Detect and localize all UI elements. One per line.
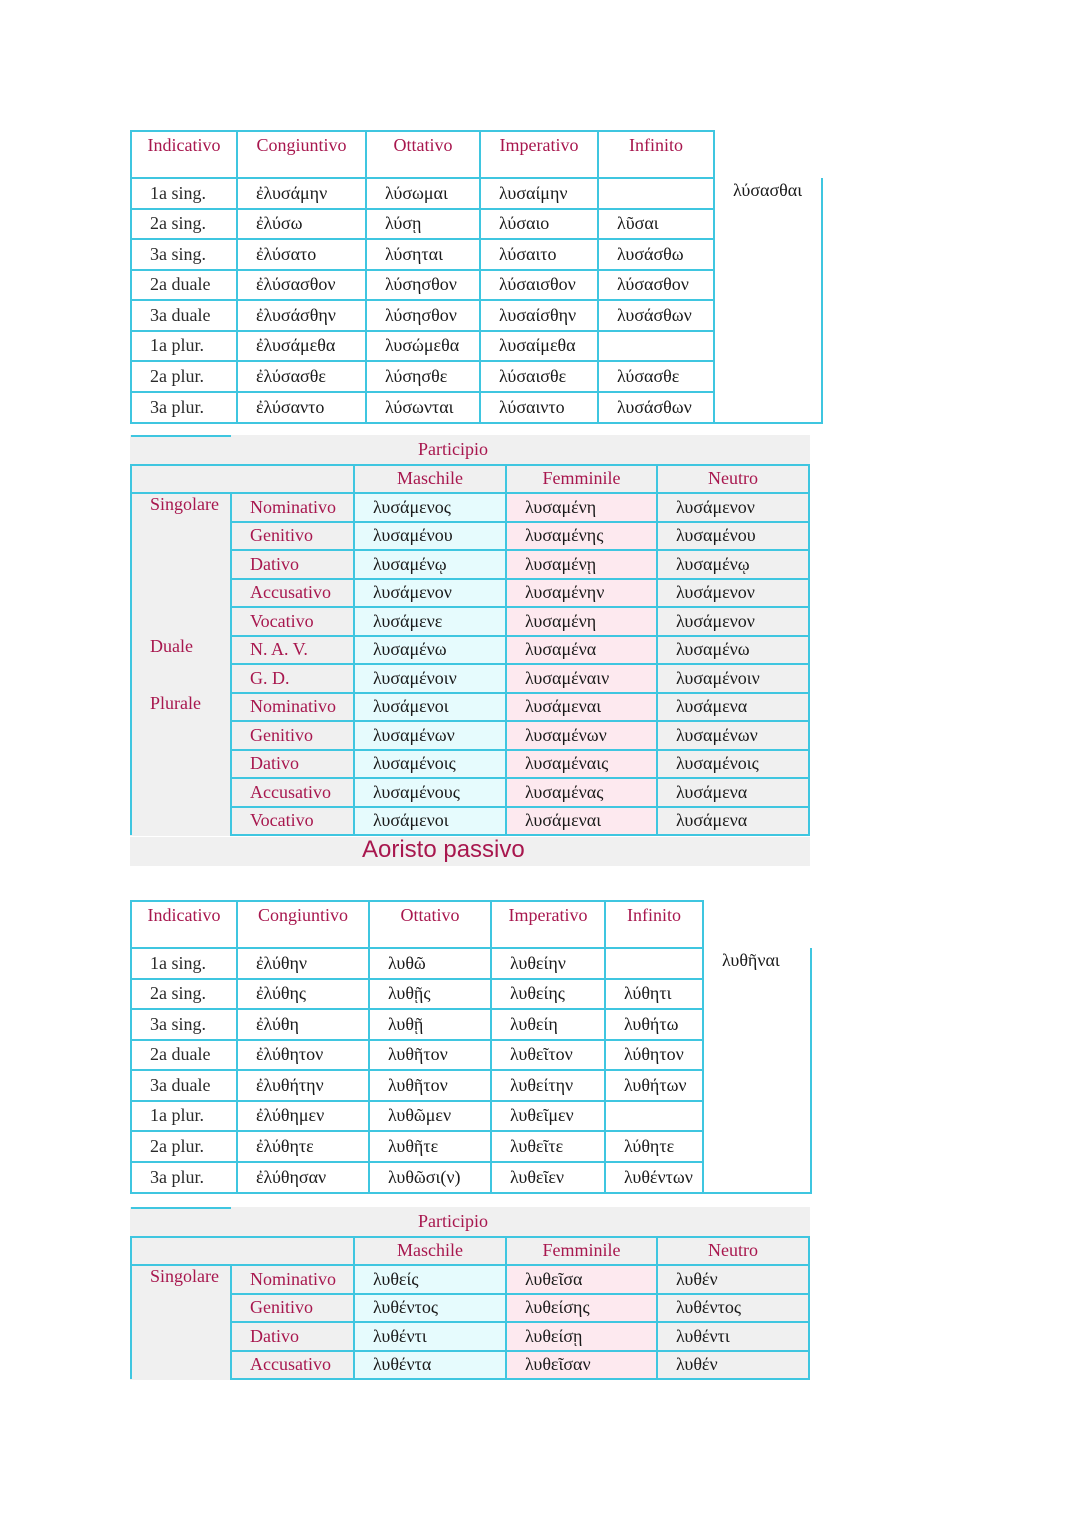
- feminine-form: λυσάμεναι: [506, 693, 657, 722]
- feminine-form: λυσαμένας: [506, 778, 657, 807]
- indicativo-cell: ἐλύσαντο: [237, 392, 366, 424]
- table-row: [131, 750, 809, 779]
- feminine-form: λυθεῖσαν: [506, 1351, 657, 1380]
- person-label: 2a duale: [131, 1040, 237, 1071]
- congiuntivo-cell: λύσηται: [366, 239, 480, 270]
- case-label: Accusativo: [231, 579, 354, 608]
- ottativo-cell: λυθεῖμεν: [491, 1101, 605, 1132]
- imperativo-cell: λύσασθε: [598, 361, 714, 392]
- table-row: [131, 178, 822, 209]
- congiuntivo-cell: λυθῆτε: [369, 1131, 491, 1162]
- ottativo-cell: λυθείη: [491, 1009, 605, 1040]
- infinitive-cell-empty: [714, 300, 822, 331]
- masculine-form: λυθέντος: [354, 1294, 506, 1323]
- infinitive-cell: λύσασθαι: [714, 178, 822, 209]
- table-row: [131, 664, 809, 693]
- table-row: [131, 1322, 809, 1351]
- imperativo-cell: λυθέντων: [605, 1162, 703, 1194]
- indicativo-cell: ἐλύθητε: [237, 1131, 369, 1162]
- person-label: 1a plur.: [131, 1101, 237, 1132]
- congiuntivo-cell: λυσώμεθα: [366, 331, 480, 362]
- infinitive-cell-empty: [714, 239, 822, 270]
- ottativo-cell: λύσαιντο: [480, 392, 598, 424]
- table-row: [131, 579, 809, 608]
- case-label: Nominativo: [231, 693, 354, 722]
- participle-title: Participio: [418, 439, 488, 460]
- congiuntivo-cell: λύσῃ: [366, 209, 480, 240]
- masculine-form: λυσάμενε: [354, 607, 506, 636]
- table-row: [131, 948, 811, 979]
- indicativo-cell: ἐλυσάμην: [237, 178, 366, 209]
- feminine-form: λυσαμένων: [506, 721, 657, 750]
- aorist-passive-table: [130, 900, 812, 1194]
- ottativo-cell: λυθείης: [491, 979, 605, 1010]
- indicativo-cell: ἐλυσάσθην: [237, 300, 366, 331]
- neuter-form: λυσάμενα: [657, 807, 809, 836]
- middle-participle-table: [130, 435, 810, 836]
- indicativo-cell: ἐλυσάμεθα: [237, 331, 366, 362]
- indicativo-cell: ἐλυθήτην: [237, 1070, 369, 1101]
- imperativo-cell: [598, 178, 714, 209]
- infinitive-cell-empty: [703, 1162, 811, 1194]
- case-label: Genitivo: [231, 721, 354, 750]
- masculine-form: λυσαμένοις: [354, 750, 506, 779]
- table-row: [131, 209, 822, 240]
- infinitive-cell-empty: [714, 209, 822, 240]
- case-label: Dativo: [231, 750, 354, 779]
- case-label: N. A. V.: [231, 636, 354, 665]
- infinitive-cell-empty: [714, 392, 822, 424]
- header-infinito: Infinito: [598, 131, 714, 178]
- table-row: [131, 607, 809, 636]
- congiuntivo-cell: λύσωνται: [366, 392, 480, 424]
- case-label: Dativo: [231, 550, 354, 579]
- table-row: [131, 807, 809, 836]
- neuter-form: λυθέν: [657, 1351, 809, 1380]
- table-row: [131, 721, 809, 750]
- passive-participle-table: [130, 1207, 810, 1380]
- feminine-form: λυσάμεναι: [506, 807, 657, 836]
- indicativo-cell: ἐλύθητον: [237, 1040, 369, 1071]
- masculine-form: λυσάμενον: [354, 579, 506, 608]
- indicativo-cell: ἐλύσασθε: [237, 361, 366, 392]
- case-label: G. D.: [231, 664, 354, 693]
- ottativo-cell: λύσαισθε: [480, 361, 598, 392]
- header-spacer: [714, 131, 822, 178]
- number-label-dual: Duale: [131, 636, 231, 693]
- imperativo-cell: [598, 331, 714, 362]
- ottativo-cell: λυθεῖεν: [491, 1162, 605, 1194]
- person-label: 2a duale: [131, 270, 237, 301]
- header-infinito: Infinito: [605, 901, 703, 948]
- masculine-form: λυσάμενοι: [354, 693, 506, 722]
- person-label: 2a sing.: [131, 979, 237, 1010]
- ottativo-cell: λυθείτην: [491, 1070, 605, 1101]
- case-label: Nominativo: [231, 493, 354, 522]
- feminine-form: λυθείσης: [506, 1294, 657, 1323]
- indicativo-cell: ἐλύθη: [237, 1009, 369, 1040]
- congiuntivo-cell: λύσησθε: [366, 361, 480, 392]
- case-label: Nominativo: [231, 1265, 354, 1294]
- header-congiuntivo: Congiuntivo: [237, 131, 366, 178]
- ottativo-cell: λύσαιτο: [480, 239, 598, 270]
- header-congiuntivo: Congiuntivo: [237, 901, 369, 948]
- neuter-form: λυσάμενον: [657, 579, 809, 608]
- aorist-middle-table: [130, 130, 823, 424]
- neuter-form: λυσαμένοις: [657, 750, 809, 779]
- table-row: [131, 392, 822, 424]
- infinitive-cell: λυθῆναι: [703, 948, 811, 979]
- masculine-form: λυσαμένους: [354, 778, 506, 807]
- section-title: Aoristo passivo: [362, 836, 525, 863]
- imperativo-cell: λυσάσθω: [598, 239, 714, 270]
- indicativo-cell: ἐλύσω: [237, 209, 366, 240]
- indicativo-cell: ἐλύθημεν: [237, 1101, 369, 1132]
- neuter-form: λυθέν: [657, 1265, 809, 1294]
- feminine-form: λυθείσῃ: [506, 1322, 657, 1351]
- masculine-form: λυθείς: [354, 1265, 506, 1294]
- participle-title: Participio: [418, 1211, 488, 1232]
- ottativo-cell: λυθεῖτε: [491, 1131, 605, 1162]
- imperativo-cell: λῦσαι: [598, 209, 714, 240]
- masculine-form: λυσαμένων: [354, 721, 506, 750]
- ottativo-cell: λυθεῖτον: [491, 1040, 605, 1071]
- feminine-form: λυσαμένῃ: [506, 550, 657, 579]
- indicativo-cell: ἐλύσασθον: [237, 270, 366, 301]
- neuter-form: λυσάμενον: [657, 607, 809, 636]
- indicativo-cell: ἐλύθης: [237, 979, 369, 1010]
- indicativo-cell: ἐλύθησαν: [237, 1162, 369, 1194]
- table-row: [131, 331, 822, 362]
- case-label: Dativo: [231, 1322, 354, 1351]
- ottativo-cell: λυσαίμεθα: [480, 331, 598, 362]
- table-row: [131, 979, 811, 1010]
- person-label: 2a plur.: [131, 361, 237, 392]
- table-row: [131, 550, 809, 579]
- imperativo-cell: λυσάσθων: [598, 300, 714, 331]
- infinitive-cell-empty: [703, 1131, 811, 1162]
- imperativo-cell: λυθήτω: [605, 1009, 703, 1040]
- person-label: 3a duale: [131, 300, 237, 331]
- gender-header-row: [131, 465, 809, 494]
- congiuntivo-cell: λυθῆτον: [369, 1070, 491, 1101]
- table-row: [131, 1131, 811, 1162]
- imperativo-cell: λύθητον: [605, 1040, 703, 1071]
- feminine-form: λυσαμένης: [506, 522, 657, 551]
- number-label-plur: Plurale: [131, 693, 231, 836]
- table-row: [131, 1265, 809, 1294]
- infinitive-cell-empty: [714, 331, 822, 362]
- person-label: 1a sing.: [131, 178, 237, 209]
- ottativo-cell: λυσαίσθην: [480, 300, 598, 331]
- congiuntivo-cell: λυθῇς: [369, 979, 491, 1010]
- congiuntivo-cell: λυθῶσι(ν): [369, 1162, 491, 1194]
- person-label: 3a duale: [131, 1070, 237, 1101]
- table-row: [131, 636, 809, 665]
- case-label: Genitivo: [231, 522, 354, 551]
- feminine-form: λυσαμένα: [506, 636, 657, 665]
- header-indicativo: Indicativo: [131, 131, 237, 178]
- congiuntivo-cell: λύσησθον: [366, 300, 480, 331]
- imperativo-cell: λύθητι: [605, 979, 703, 1010]
- table-row: [131, 778, 809, 807]
- table-row: [131, 693, 809, 722]
- table-row: [131, 239, 822, 270]
- infinitive-cell-empty: [703, 1009, 811, 1040]
- feminine-form: λυσαμένην: [506, 579, 657, 608]
- congiuntivo-cell: λυθῇ: [369, 1009, 491, 1040]
- header-maschile: Maschile: [354, 465, 506, 494]
- infinitive-cell-empty: [714, 270, 822, 301]
- header-imperativo: Imperativo: [491, 901, 605, 948]
- person-label: 2a plur.: [131, 1131, 237, 1162]
- infinitive-cell-empty: [714, 361, 822, 392]
- header-ottativo: Ottativo: [366, 131, 480, 178]
- masculine-form: λυθέντα: [354, 1351, 506, 1380]
- case-label: Vocativo: [231, 607, 354, 636]
- masculine-form: λυσαμένῳ: [354, 550, 506, 579]
- header-maschile: Maschile: [354, 1237, 506, 1266]
- table-row: [131, 1294, 809, 1323]
- header-neutro: Neutro: [657, 1237, 809, 1266]
- infinitive-cell-empty: [703, 1070, 811, 1101]
- person-label: 2a sing.: [131, 209, 237, 240]
- imperativo-cell: λυθήτων: [605, 1070, 703, 1101]
- masculine-form: λυθέντι: [354, 1322, 506, 1351]
- neuter-form: λυσάμενα: [657, 778, 809, 807]
- header-femminile: Femminile: [506, 1237, 657, 1266]
- person-label: 3a sing.: [131, 1009, 237, 1040]
- header-spacer: [703, 901, 811, 948]
- neuter-form: λυθέντι: [657, 1322, 809, 1351]
- table-row: [131, 522, 809, 551]
- table-row: [131, 270, 822, 301]
- neuter-form: λυσάμενον: [657, 493, 809, 522]
- neuter-form: λυσάμενα: [657, 693, 809, 722]
- gender-header-empty: [131, 465, 354, 494]
- congiuntivo-cell: λυθῆτον: [369, 1040, 491, 1071]
- person-label: 3a plur.: [131, 392, 237, 424]
- header-femminile: Femminile: [506, 465, 657, 494]
- feminine-form: λυσαμέναις: [506, 750, 657, 779]
- imperativo-cell: λύσασθον: [598, 270, 714, 301]
- ottativo-cell: λυσαίμην: [480, 178, 598, 209]
- person-label: 3a sing.: [131, 239, 237, 270]
- participle-corner: [131, 1208, 231, 1237]
- infinitive-cell-empty: [703, 979, 811, 1010]
- neuter-form: λυσαμένων: [657, 721, 809, 750]
- person-label: 1a plur.: [131, 331, 237, 362]
- ottativo-cell: λυθείην: [491, 948, 605, 979]
- congiuntivo-cell: λύσησθον: [366, 270, 480, 301]
- case-label: Accusativo: [231, 1351, 354, 1380]
- gender-header-empty: [131, 1237, 354, 1266]
- header-ottativo: Ottativo: [369, 901, 491, 948]
- number-label-sing: Singolare: [131, 493, 231, 636]
- masculine-form: λυσαμένοιν: [354, 664, 506, 693]
- masculine-form: λυσάμενοι: [354, 807, 506, 836]
- neuter-form: λυσαμένω: [657, 636, 809, 665]
- congiuntivo-cell: λυθῶ: [369, 948, 491, 979]
- case-label: Genitivo: [231, 1294, 354, 1323]
- neuter-form: λυθέντος: [657, 1294, 809, 1323]
- case-label: Accusativo: [231, 778, 354, 807]
- imperativo-cell: λύθητε: [605, 1131, 703, 1162]
- imperativo-cell: [605, 948, 703, 979]
- feminine-form: λυσαμένη: [506, 493, 657, 522]
- imperativo-cell: [605, 1101, 703, 1132]
- case-label: Vocativo: [231, 807, 354, 836]
- person-label: 1a sing.: [131, 948, 237, 979]
- table-row: [131, 1101, 811, 1132]
- table-row: [131, 361, 822, 392]
- infinitive-cell-empty: [703, 1101, 811, 1132]
- number-label-sing: Singolare: [131, 1265, 231, 1379]
- table-row: [131, 1009, 811, 1040]
- table-row: [131, 1351, 809, 1380]
- indicativo-cell: ἐλύσατο: [237, 239, 366, 270]
- person-label: 3a plur.: [131, 1162, 237, 1194]
- header-imperativo: Imperativo: [480, 131, 598, 178]
- feminine-form: λυθεῖσα: [506, 1265, 657, 1294]
- congiuntivo-cell: λυθῶμεν: [369, 1101, 491, 1132]
- table-row: [131, 1070, 811, 1101]
- table-row: [131, 300, 822, 331]
- indicativo-cell: ἐλύθην: [237, 948, 369, 979]
- table-row: [131, 1040, 811, 1071]
- table-row: [131, 1162, 811, 1194]
- neuter-form: λυσαμένῳ: [657, 550, 809, 579]
- masculine-form: λυσαμένου: [354, 522, 506, 551]
- masculine-form: λυσαμένω: [354, 636, 506, 665]
- imperativo-cell: λυσάσθων: [598, 392, 714, 424]
- masculine-form: λυσάμενος: [354, 493, 506, 522]
- participle-corner: [131, 436, 231, 465]
- gender-header-row: [131, 1237, 809, 1266]
- congiuntivo-cell: λύσωμαι: [366, 178, 480, 209]
- neuter-form: λυσαμένοιν: [657, 664, 809, 693]
- infinitive-cell-empty: [703, 1040, 811, 1071]
- neuter-form: λυσαμένου: [657, 522, 809, 551]
- feminine-form: λυσαμέναιν: [506, 664, 657, 693]
- feminine-form: λυσαμένη: [506, 607, 657, 636]
- header-indicativo: Indicativo: [131, 901, 237, 948]
- table-row: [131, 493, 809, 522]
- header-neutro: Neutro: [657, 465, 809, 494]
- ottativo-cell: λύσαιο: [480, 209, 598, 240]
- ottativo-cell: λύσαισθον: [480, 270, 598, 301]
